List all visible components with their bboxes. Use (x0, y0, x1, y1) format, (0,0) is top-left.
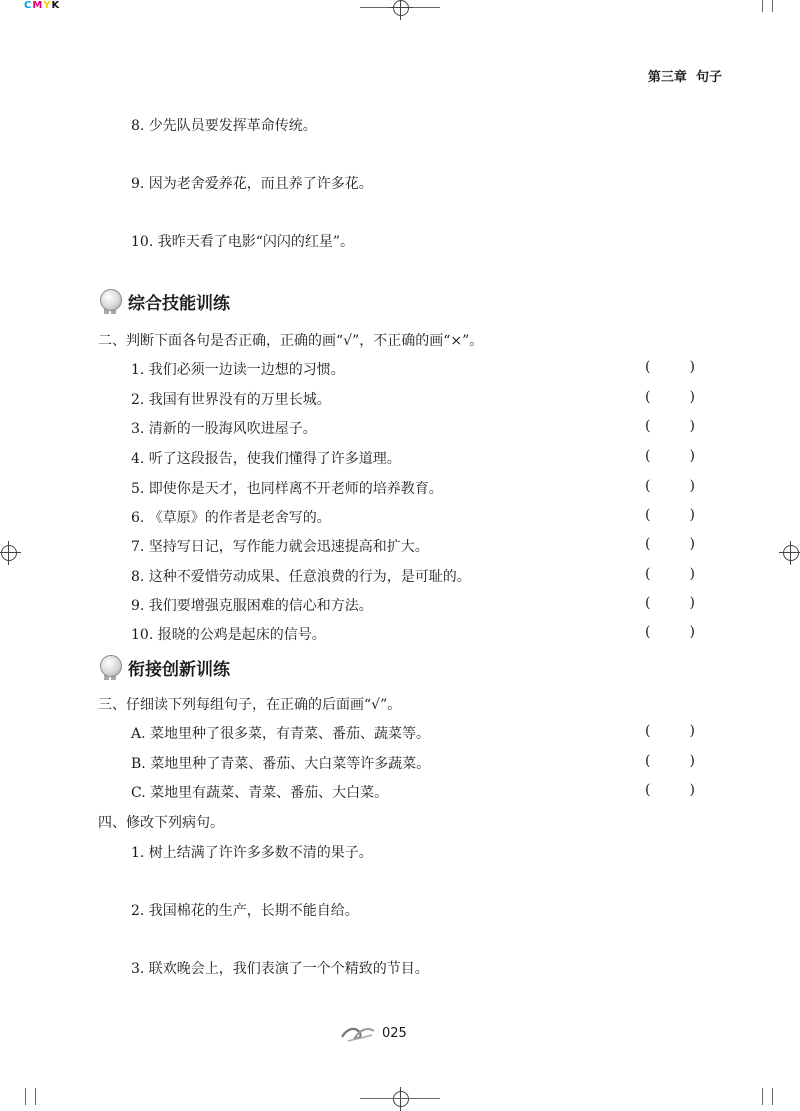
answer-blank[interactable]: ( ) (645, 566, 695, 582)
chapter-header (648, 66, 722, 85)
cmyk-y: Y (43, 0, 52, 11)
judge-item-4: 4. 听了这段报告，使我们懂得了许多道理。 (131, 451, 401, 467)
judge-item-2: 2. 我国有世界没有的万里长城。 (131, 392, 331, 408)
section-title: 衔接创新训练 (128, 659, 230, 680)
cmyk-k: K (51, 0, 61, 11)
cmyk-color-bar (24, 0, 60, 11)
judge-item-7: 7. 坚持写日记，写作能力就会迅速提高和扩大。 (131, 539, 429, 555)
section-title: 综合技能训练 (128, 293, 230, 314)
judge-item-10: 10. 报晓的公鸡是起床的信号。 (131, 627, 326, 643)
judge-item-9: 9. 我们要增强克服困难的信心和方法。 (131, 598, 373, 614)
answer-blank[interactable]: ( ) (645, 478, 695, 494)
judge-item-8: 8. 这种不爱惜劳动成果、任意浪费的行为，是可耻的。 (131, 569, 471, 585)
answer-blank[interactable]: ( ) (645, 624, 695, 640)
option-a: A. 菜地里种了很多菜，有青菜、番茄、蔬菜等。 (131, 726, 431, 742)
answer-blank[interactable]: ( ) (645, 723, 695, 739)
crop-line (360, 1098, 440, 1099)
decorative-swirl-icon (340, 1023, 376, 1043)
medal-icon (98, 288, 124, 314)
registration-mark-right (783, 545, 799, 561)
page-footer (340, 1023, 407, 1043)
top-item-8: 8. 少先队员要发挥革命传统。 (131, 118, 317, 134)
question-4: 四、修改下列病句。 (98, 815, 224, 831)
chapter-topic: 句子 (695, 70, 722, 85)
answer-blank[interactable]: ( ) (645, 448, 695, 464)
answer-blank[interactable]: ( ) (645, 753, 695, 769)
chapter-label: 第三章 (647, 70, 687, 85)
crop-line (762, 0, 763, 12)
page-number: 025 (382, 1025, 407, 1041)
option-c: C. 菜地里有蔬菜、青菜、番茄、大白菜。 (131, 785, 389, 801)
judge-item-5: 5. 即使你是天才，也同样离不开老师的培养教育。 (131, 481, 443, 497)
answer-blank[interactable]: ( ) (645, 595, 695, 611)
answer-blank[interactable]: ( ) (645, 536, 695, 552)
option-b: B. 菜地里种了青菜、番茄、大白菜等许多蔬菜。 (131, 756, 431, 772)
medal-icon (98, 654, 124, 680)
top-item-10: 10. 我昨天看了电影“闪闪的红星”。 (131, 234, 355, 250)
top-item-9: 9. 因为老舍爱养花，而且养了许多花。 (131, 176, 373, 192)
answer-blank[interactable]: ( ) (645, 507, 695, 523)
section-heading-comprehensive (98, 288, 230, 314)
crop-line (35, 1088, 36, 1105)
fix-item-3: 3. 联欢晚会上，我们表演了一个个精致的节目。 (131, 961, 429, 977)
question-3: 三、仔细读下列每组句子，在正确的后面画“√”。 (98, 697, 402, 713)
crop-line (772, 0, 773, 12)
cmyk-m: M (32, 0, 44, 11)
fix-item-1: 1. 树上结满了许许多多数不清的果子。 (131, 845, 373, 861)
crop-line (25, 1088, 26, 1105)
registration-mark-top (393, 0, 409, 16)
crop-line (772, 1088, 773, 1105)
answer-blank[interactable]: ( ) (645, 418, 695, 434)
judge-item-3: 3. 清新的一股海风吹进屋子。 (131, 421, 317, 437)
judge-item-6: 6. 《草原》的作者是老舍写的。 (131, 510, 331, 526)
section-heading-bridging (98, 654, 230, 680)
registration-mark-left (1, 545, 17, 561)
cmyk-c: C (24, 0, 33, 11)
crop-line (762, 1088, 763, 1105)
answer-blank[interactable]: ( ) (645, 782, 695, 798)
question-2: 二、判断下面各句是否正确，正确的画“√”，不正确的画“×”。 (98, 333, 484, 349)
answer-blank[interactable]: ( ) (645, 359, 695, 375)
judge-item-1: 1. 我们必须一边读一边想的习惯。 (131, 362, 345, 378)
fix-item-2: 2. 我国棉花的生产，长期不能自给。 (131, 903, 359, 919)
answer-blank[interactable]: ( ) (645, 389, 695, 405)
